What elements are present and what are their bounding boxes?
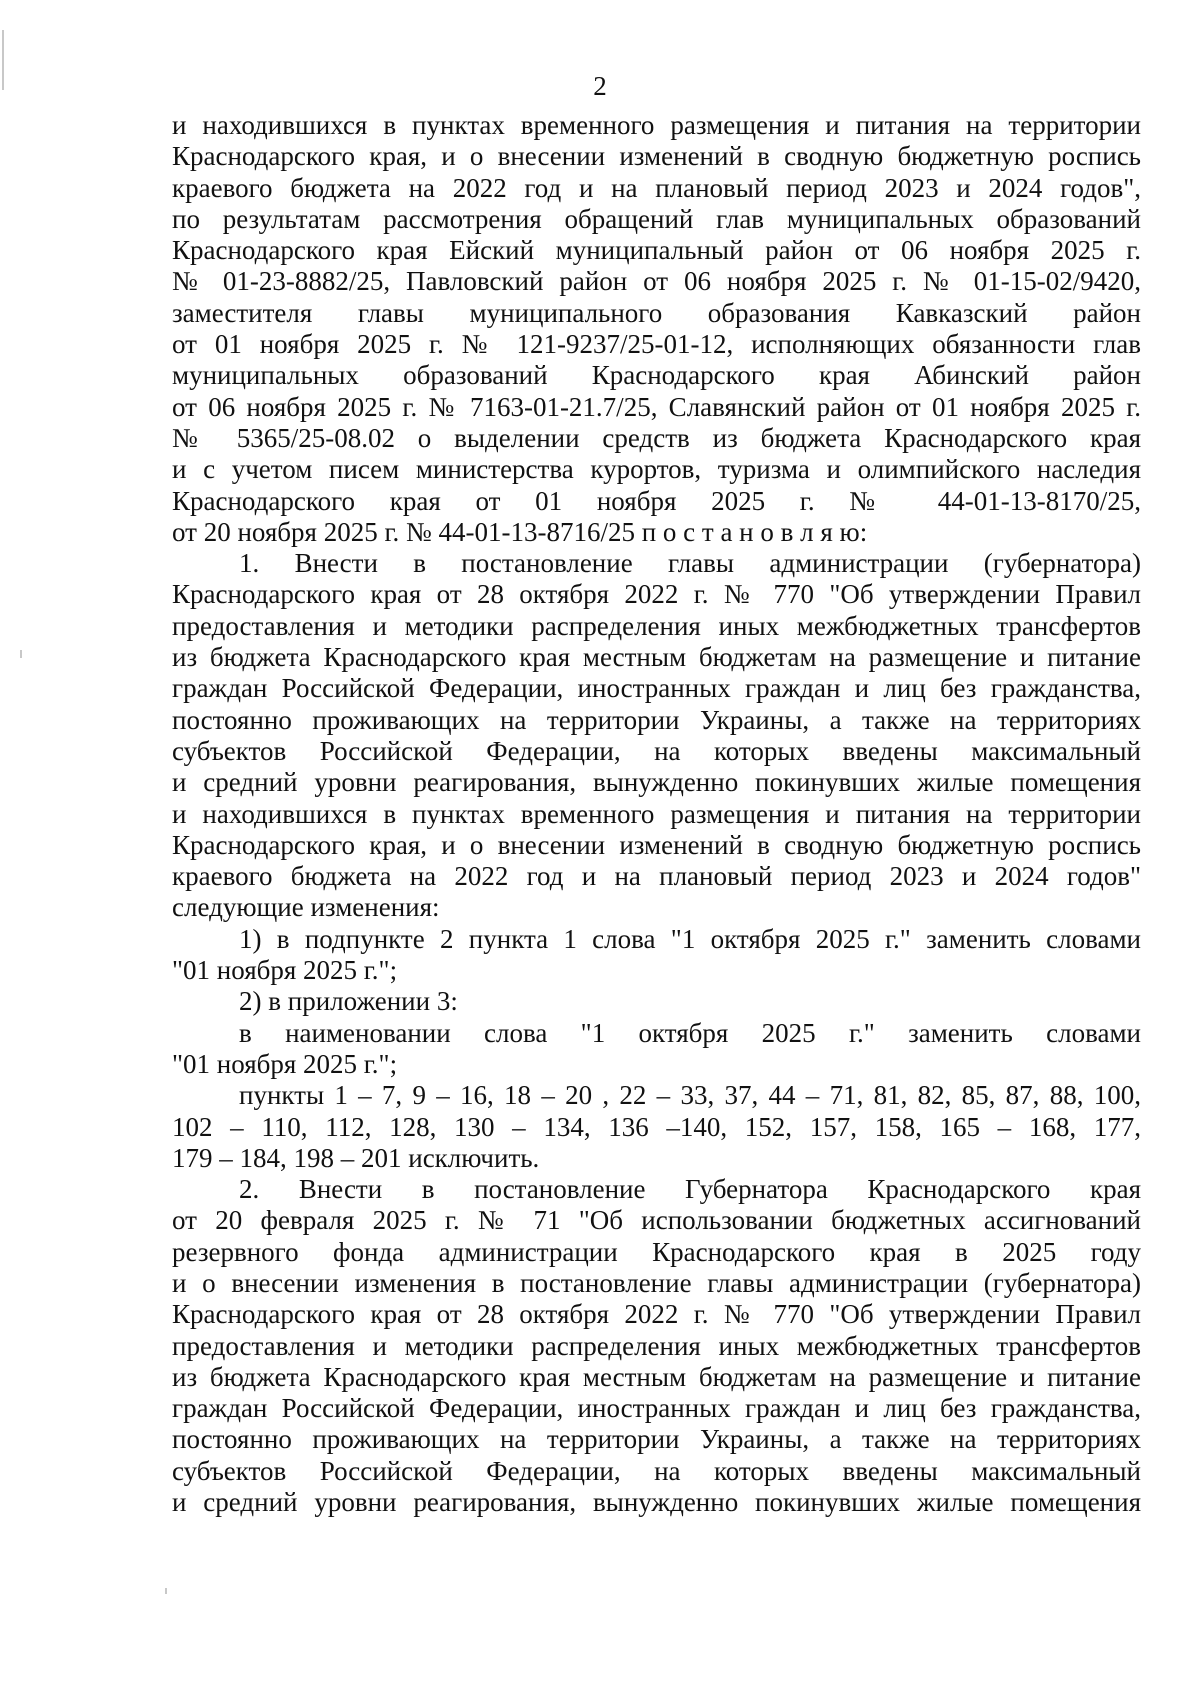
text-line: Краснодарского края, и о внесении изменений в сводную бюджетную роспись	[172, 141, 1141, 172]
text-line: в наименовании слова "1 октября 2025 г." заменить словами	[239, 1017, 1141, 1048]
text-line: краевого бюджета на 2022 год и на плановый период 2023 и 2024 годов",	[172, 172, 1141, 203]
text-line: Краснодарского края, и о внесении изменений в сводную бюджетную роспись	[172, 829, 1141, 860]
text-line: и средний уровни реагирования, вынужденно покинувших жилые помещения	[172, 1487, 1141, 1518]
text-line: и находившихся в пунктах временного размещения и питания на территории	[172, 110, 1141, 140]
text-line: из бюджета Краснодарского края местным бюджетам на размещение и питание	[172, 1361, 1141, 1392]
text-line: по результатам рассмотрения обращений глав муниципальных образований	[172, 203, 1141, 234]
text-line: постоянно проживающих на территории Украины, а также на территориях	[172, 1424, 1141, 1455]
text-line: субъектов Российской Федерации, на которых введены максимальный	[172, 1455, 1141, 1486]
text-line: заместителя главы муниципального образования Кавказский район	[172, 297, 1141, 328]
scan-edge-mark	[165, 1588, 167, 1594]
text-line: Краснодарского края от 28 октября 2022 г. № 770 "Об утверждении Правил	[172, 1299, 1141, 1330]
text-line: от 20 февраля 2025 г. № 71 "Об использовании бюджетных ассигнований	[172, 1205, 1141, 1236]
text-line: Краснодарского края от 01 ноября 2025 г. № 44-01-13-8170/25,	[172, 485, 1141, 516]
text-line: № 01-23-8882/25, Павловский район от 06 ноября 2025 г. № 01-15-02/9420,	[172, 266, 1141, 297]
text-line: 1. Внести в постановление главы администрации (губернатора)	[239, 548, 1141, 579]
text-line: "01 ноября 2025 г.";	[172, 1048, 398, 1079]
text-line: пункты 1 – 7, 9 – 16, 18 – 20 , 22 – 33, 37, 44 – 71, 81, 82, 85, 87, 88, 100,	[239, 1080, 1141, 1111]
text-line: 2) в приложении 3:	[239, 986, 458, 1017]
text-line: из бюджета Краснодарского края местным бюджетам на размещение и питание	[172, 642, 1141, 673]
text-line: и средний уровни реагирования, вынужденно покинувших жилые помещения	[172, 767, 1141, 798]
text-line: субъектов Российской Федерации, на которых введены максимальный	[172, 735, 1141, 766]
text-line: от 01 ноября 2025 г. № 121-9237/25-01-12, исполняющих обязанности глав	[172, 329, 1141, 360]
text-line: резервного фонда администрации Краснодарского края в 2025 году	[172, 1236, 1141, 1267]
text-line: "01 ноября 2025 г.";	[172, 955, 398, 986]
text-line: от 20 ноября 2025 г. № 44-01-13-8716/25 п о с т а н о в л я ю:	[172, 516, 868, 547]
text-line: 2. Внести в постановление Губернатора Краснодарского края	[239, 1174, 1141, 1205]
scan-edge-mark	[20, 650, 22, 658]
page-number: 2	[593, 71, 607, 101]
text-line: граждан Российской Федерации, иностранных граждан и лиц без гражданства,	[172, 673, 1141, 704]
text-line: 102 – 110, 112, 128, 130 – 134, 136 –140, 152, 157, 158, 165 – 168, 177,	[172, 1111, 1141, 1142]
text-line: и находившихся в пунктах временного размещения и питания на территории	[172, 798, 1141, 829]
text-line: граждан Российской Федерации, иностранных граждан и лиц без гражданства,	[172, 1393, 1141, 1424]
text-line: краевого бюджета на 2022 год и на плановый период 2023 и 2024 годов"	[172, 861, 1141, 892]
text-line: Краснодарского края Ейский муниципальный район от 06 ноября 2025 г.	[172, 235, 1141, 266]
text-line: 179 – 184, 198 – 201 исключить.	[172, 1142, 540, 1173]
text-line: № 5365/25-08.02 о выделении средств из бюджета Краснодарского края	[172, 422, 1141, 453]
text-line: следующие изменения:	[172, 892, 440, 923]
document-body	[172, 110, 1141, 1518]
text-line: 1) в подпункте 2 пункта 1 слова "1 октября 2025 г." заменить словами	[239, 923, 1141, 954]
text-line: постоянно проживающих на территории Украины, а также на территориях	[172, 704, 1141, 735]
text-line: предоставления и методики распределения иных межбюджетных трансфертов	[172, 1330, 1141, 1361]
text-line: предоставления и методики распределения иных межбюджетных трансфертов	[172, 610, 1141, 641]
text-line: и с учетом писем министерства курортов, туризма и олимпийского наследия	[172, 454, 1141, 485]
text-line: от 06 ноября 2025 г. № 7163-01-21.7/25, Славянский район от 01 ноября 2025 г.	[172, 391, 1141, 422]
text-line: Краснодарского края от 28 октября 2022 г. № 770 "Об утверждении Правил	[172, 579, 1141, 610]
text-line: муниципальных образований Краснодарского края Абинский район	[172, 360, 1141, 391]
text-line: и о внесении изменения в постановление главы администрации (губернатора)	[172, 1267, 1141, 1298]
